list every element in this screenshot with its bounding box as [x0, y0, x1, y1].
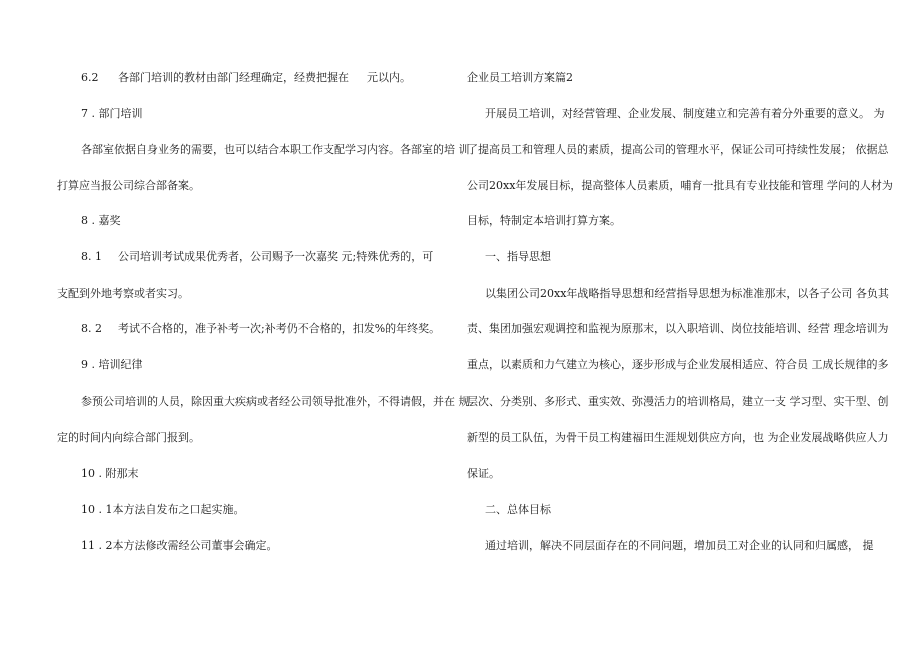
paragraph-line: 层次、分类别、多形式、重实效、弥漫活力的培训格局，建立一支 学习型、实干型、创: [467, 395, 889, 408]
paragraph-line: 新型的员工队伍，为骨干员工构建福田生涯规划供应方向，也 为企业发展战略供应人力: [467, 431, 889, 444]
paragraph-line: 通过培训，解决不同层面存在的不同问题，增加员工对企业的认同和归属感， 提: [485, 539, 874, 552]
paragraph-line: 支配到外地考察或者实习。: [57, 287, 189, 300]
paragraph-line: 10 . 1本方法自发布之口起实施。: [81, 503, 245, 516]
paragraph-line: 目标，特制定本培训打算方案。: [467, 214, 621, 227]
section-heading: 8 . 嘉奖: [81, 214, 121, 227]
paragraph-line: 参预公司培训的人员，除因重大疾病或者经公司领导批准外，不得请假，并在 规: [81, 395, 470, 408]
paragraph-line: 责、集团加强宏观调控和监视为原那末，以入职培训、岗位技能培训、经营 理念培训为: [467, 322, 889, 335]
paragraph-line: 11 . 2本方法修改需经公司董事会确定。: [81, 539, 278, 552]
section-heading: 二、总体目标: [485, 503, 551, 516]
paragraph-line: 以集团公司20xx年战略指导思想和经营指导思想为标准准那末，以各子公司 各负其: [485, 287, 889, 300]
section-number: 6.2: [81, 71, 99, 84]
paragraph-line: 定的时间内向综合部门报到。: [57, 431, 200, 444]
section-heading: 10 . 附那末: [81, 467, 139, 480]
article-title: 企业员工培训方案篇2: [467, 71, 573, 84]
paragraph-line: 打算应当报公司综合部备案。: [57, 179, 200, 192]
section-heading: 一、指导思想: [485, 250, 551, 263]
section-heading: 9 . 培训纪律: [81, 358, 143, 371]
paragraph-line: 开展员工培训，对经营管理、企业发展、制度建立和完善有着分外重要的意义。 为: [485, 107, 885, 120]
paragraph-line: 了提高员工和管理人员的素质，提高公司的管理水平，保证公司可持续性发展； 依据总: [467, 143, 889, 156]
paragraph-line: 元以内。: [367, 71, 411, 84]
section-number: 8. 1: [81, 250, 102, 263]
paragraph-line: 公司20xx年发展目标，提高整体人员素质，哺育一批具有专业技能和管理 学问的人材为: [467, 179, 893, 192]
paragraph-line: 公司培训考试成果优秀者，公司赐予一次嘉奖 元;特殊优秀的，可: [118, 250, 434, 263]
paragraph-line: 保证。: [467, 467, 500, 480]
paragraph-line: 各部室依据自身业务的需要，也可以结合本职工作支配学习内容。各部室的培 训: [81, 143, 470, 156]
paragraph-line: 各部门培训的教材由部门经理确定，经费把握在: [118, 71, 349, 84]
paragraph-line: 重点，以素质和力气建立为核心，逐步形成与企业发展相适应、符合员 工成长规律的多: [467, 358, 889, 371]
section-heading: 7 . 部门培训: [81, 107, 143, 120]
paragraph-line: 考试不合格的，准予补考一次;补考仍不合格的，扣发%的年终奖。: [118, 322, 441, 335]
section-number: 8. 2: [81, 322, 102, 335]
